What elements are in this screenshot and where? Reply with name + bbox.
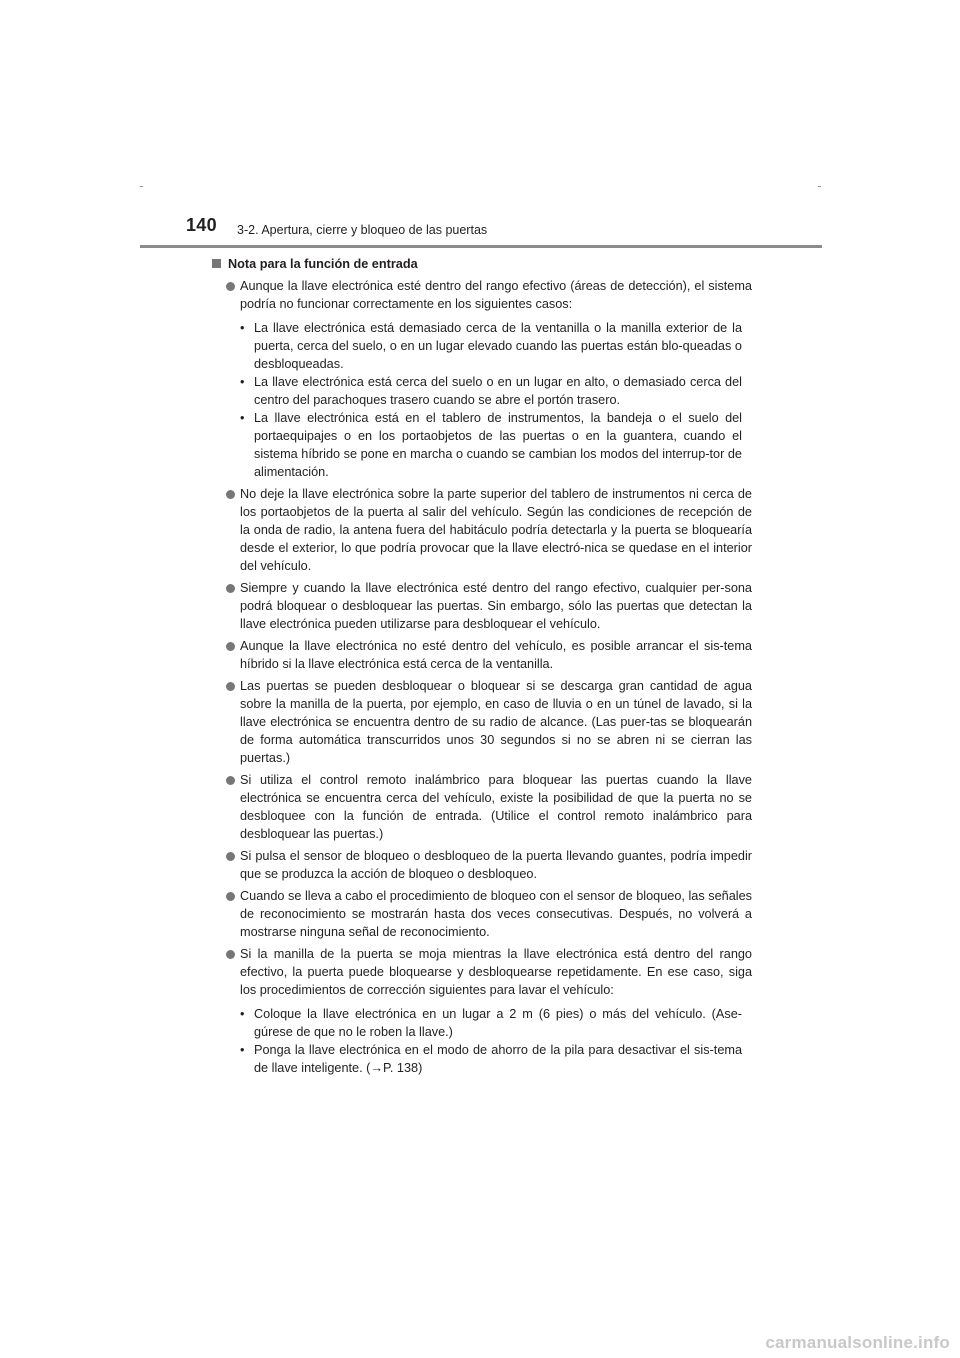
square-bullet-icon — [212, 259, 221, 268]
circle-bullet-icon — [226, 282, 235, 291]
sub-bullet-marker: • — [240, 1007, 245, 1021]
note-heading — [212, 255, 752, 273]
bullet-item — [212, 579, 752, 633]
bullet-item — [212, 887, 752, 941]
bullet-list — [212, 277, 752, 1077]
sub-item — [240, 409, 752, 481]
sub-item-text: Coloque la llave electrónica en un lugar a 2 m (6 pies) o más del vehículo. (Ase-gúrese de que no le roben la llave.) — [254, 1007, 742, 1039]
bullet-text: Cuando se lleva a cabo el procedimiento de bloqueo con el sensor de bloqueo, las señales de reconocimiento se mostrarán hasta dos veces consecutivas. Después, no volverá a mostrarse ninguna señal de reconocimiento. — [240, 889, 752, 939]
sub-item — [240, 373, 752, 409]
sub-item — [240, 1005, 752, 1041]
sub-item-text: Ponga la llave electrónica en el modo de ahorro de la pila para desactivar el sis-tema de llave inteligente. (→P. 138) — [254, 1043, 742, 1075]
bullet-item — [212, 677, 752, 767]
crop-mark-right — [818, 186, 821, 187]
bullet-text: Si la manilla de la puerta se moja mientras la llave electrónica está dentro del rango efectivo, la puerta puede bloquearse y desbloquearse repetidamente. En ese caso, siga los procedimientos de corrección siguientes para lavar el vehículo: — [240, 947, 752, 997]
sub-bullet-marker: • — [240, 321, 245, 335]
bullet-item — [212, 637, 752, 673]
bullet-item — [212, 945, 752, 1077]
page-header — [140, 211, 822, 247]
bullet-text: Las puertas se pueden desbloquear o bloquear si se descarga gran cantidad de agua sobre la manilla de la puerta, por ejemplo, en caso de lluvia o en un túnel de lavado, si la llave electrónica se encuentra dentro de su radio de alcance. (Las puer-tas se bloquearán de forma automática transcurridos unos 30 segundos si no se abren ni se cierran las puertas.) — [240, 679, 752, 765]
page-content — [212, 255, 752, 1081]
bullet-text: Siempre y cuando la llave electrónica esté dentro del rango efectivo, cualquier per-sona podrá bloquear o desbloquear las puertas. Sin embargo, sólo las puertas que detectan la llave electrónica pueden utilizarse para desbloquear el vehículo. — [240, 581, 752, 631]
sub-bullet-marker: • — [240, 411, 245, 425]
sub-list — [240, 319, 752, 481]
bullet-item — [212, 771, 752, 843]
sub-item-text: La llave electrónica está demasiado cerca de la ventanilla o la manilla exterior de la puerta, cerca del suelo, o en un lugar elevado cuando las puertas están blo-queadas o desbloqueadas. — [254, 321, 742, 371]
bullet-text: Aunque la llave electrónica esté dentro del rango efectivo (áreas de detección), el sistema podría no funcionar correctamente en los siguientes casos: — [240, 279, 752, 311]
bullet-text: Si pulsa el sensor de bloqueo o desbloqueo de la puerta llevando guantes, podría impedir que se produzca la acción de bloqueo o desbloqueo. — [240, 849, 752, 881]
header-rule — [140, 245, 822, 248]
bullet-text: No deje la llave electrónica sobre la parte superior del tablero de instrumentos ni cerca de los portaobjetos de la puerta al salir del vehículo. Según las condiciones de recepción de la onda de radio, la antena fuera del habitáculo podría detectarla y la puerta se bloquearía desde el exterior, lo que podría provocar que la llave electró-nica se quedase en el interior del vehículo. — [240, 487, 752, 573]
sub-bullet-marker: • — [240, 1043, 245, 1057]
circle-bullet-icon — [226, 584, 235, 593]
circle-bullet-icon — [226, 642, 235, 651]
bullet-item — [212, 485, 752, 575]
bullet-text: Si utiliza el control remoto inalámbrico para bloquear las puertas cuando la llave electrónica se encuentra cerca del vehículo, existe la posibilidad de que la puerta no se desbloquee con la función de entrada. (Utilice el control remoto inalámbrico para desbloquear las puertas.) — [240, 773, 752, 841]
circle-bullet-icon — [226, 490, 235, 499]
watermark: carmanualsonline.info — [765, 1333, 950, 1352]
section-title: 3-2. Apertura, cierre y bloqueo de las puertas — [237, 223, 488, 237]
bullet-item — [212, 847, 752, 883]
circle-bullet-icon — [226, 852, 235, 861]
sub-list — [240, 1005, 752, 1077]
note-heading-text: Nota para la función de entrada — [228, 257, 418, 271]
sub-item-text: La llave electrónica está cerca del suelo o en un lugar en alto, o demasiado cerca del centro del parachoques trasero cuando se abre el portón trasero. — [254, 375, 742, 407]
crop-mark-left — [140, 186, 143, 187]
bullet-text: Aunque la llave electrónica no esté dentro del vehículo, es posible arrancar el sis-tema híbrido si la llave electrónica está cerca de la ventanilla. — [240, 639, 752, 671]
sub-item-text: La llave electrónica está en el tablero de instrumentos, la bandeja o el suelo del portaequipajes o en los portaobjetos de las puertas o en la guantera, cuando el sistema híbrido se pone en marcha o cuando se cambian los modos del interrup-tor de alimentación. — [254, 411, 742, 479]
page-number: 140 — [186, 215, 217, 235]
sub-bullet-marker: • — [240, 375, 245, 389]
circle-bullet-icon — [226, 776, 235, 785]
sub-item — [240, 1041, 752, 1077]
circle-bullet-icon — [226, 682, 235, 691]
sub-item — [240, 319, 752, 373]
circle-bullet-icon — [226, 950, 235, 959]
circle-bullet-icon — [226, 892, 235, 901]
bullet-item — [212, 277, 752, 481]
